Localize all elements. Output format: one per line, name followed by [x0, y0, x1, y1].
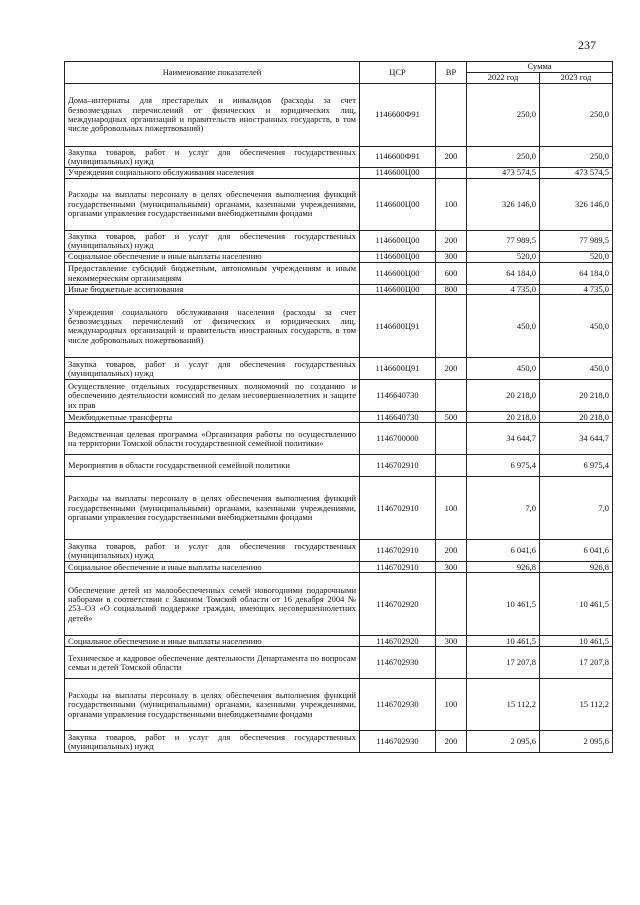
row-name: Расходы на выплаты персоналу в целях обеспечения выполнения функций государственными (муниципальными) органами, казенными учреждениями, органами управления государственными внебюджетными фондами [65, 679, 360, 731]
row-name: Осуществление отдельных государственных полномочий по созданию и обеспечению деятельности комиссий по делам несовершеннолетних и защите их прав [65, 380, 360, 412]
row-name: Закупка товаров, работ и услуг для обеспечения государственных (муниципальных) нужд [65, 731, 360, 753]
row-value-2023: 7,0 [540, 477, 613, 540]
table-row [65, 285, 613, 295]
row-value-2022: 34 644,7 [467, 423, 540, 455]
row-vr: 300 [436, 562, 467, 573]
row-csr: 1146702930 [360, 679, 436, 731]
row-csr: 1146702930 [360, 731, 436, 753]
row-value-2023: 520,0 [540, 252, 613, 263]
budget-table [64, 61, 613, 753]
table-row [65, 573, 613, 636]
row-csr: 1146600Ц91 [360, 358, 436, 380]
row-vr: 600 [436, 263, 467, 285]
row-value-2023: 15 112,2 [540, 679, 613, 731]
table-row [65, 540, 613, 562]
row-vr: 500 [436, 412, 467, 423]
row-value-2022: 17 207,8 [467, 647, 540, 679]
row-csr: 1146700000 [360, 423, 436, 455]
row-value-2023: 450,0 [540, 358, 613, 380]
row-csr: 1146702920 [360, 573, 436, 636]
row-csr: 1146702910 [360, 477, 436, 540]
header-year-2022: 2022 год [467, 73, 540, 84]
row-vr: 100 [436, 179, 467, 231]
row-name: Иные бюджетные ассигнования [65, 285, 360, 295]
row-value-2023: 250,0 [540, 147, 613, 168]
row-value-2022: 7,0 [467, 477, 540, 540]
row-value-2022: 2 095,6 [467, 731, 540, 753]
table-row [65, 358, 613, 380]
row-csr: 1146600Ц00 [360, 285, 436, 295]
table-row [65, 731, 613, 753]
row-value-2023: 4 735,0 [540, 285, 613, 295]
table-row [65, 84, 613, 147]
row-vr: 200 [436, 147, 467, 168]
table-row [65, 380, 613, 412]
row-csr: 1146702930 [360, 647, 436, 679]
row-name: Техническое и кадровое обеспечение деятельности Департамента по вопросам семьи и детей Томской области [65, 647, 360, 679]
row-csr: 1146600Ц00 [360, 168, 436, 179]
row-value-2023: 10 461,5 [540, 636, 613, 647]
row-csr: 1146600Ц91 [360, 295, 436, 358]
row-value-2023: 20 218,0 [540, 412, 613, 423]
row-csr: 1146600Ц00 [360, 263, 436, 285]
row-value-2023: 77 989,5 [540, 231, 613, 252]
row-vr: 200 [436, 731, 467, 753]
row-value-2023: 250,0 [540, 84, 613, 147]
row-vr: 200 [436, 540, 467, 562]
header-csr: ЦСР [360, 62, 436, 84]
row-csr: 1146600Ц00 [360, 252, 436, 263]
row-csr: 1146600Ф91 [360, 84, 436, 147]
table-row [65, 455, 613, 477]
table-row [65, 636, 613, 647]
row-name: Предоставление субсидий бюджетным, автономным учреждениям и иным некоммерческим организациям [65, 263, 360, 285]
header-year-2023: 2023 год [540, 73, 613, 84]
row-value-2022: 77 989,5 [467, 231, 540, 252]
row-value-2022: 4 735,0 [467, 285, 540, 295]
row-value-2023: 6 975,4 [540, 455, 613, 477]
row-value-2023: 20 218,0 [540, 380, 613, 412]
table-row [65, 295, 613, 358]
row-name: Обеспечение детей из малообеспеченных семей новогодними подарочными наборами в соответствии с Законом Томской области от 16 декабря 2004 № 253–ОЗ «О социальной поддержке граждан, имеющих несовершеннолетних детей» [65, 573, 360, 636]
row-name: Социальное обеспечение и иные выплаты населению [65, 636, 360, 647]
row-value-2022: 250,0 [467, 84, 540, 147]
row-value-2022: 926,8 [467, 562, 540, 573]
table-row [65, 263, 613, 285]
row-value-2022: 15 112,2 [467, 679, 540, 731]
row-vr [436, 168, 467, 179]
table-row [65, 179, 613, 231]
row-name: Расходы на выплаты персоналу в целях обеспечения выполнения функций государственными (муниципальными) органами, казенными учреждениями, органами управления государственными внебюджетными фондами [65, 477, 360, 540]
row-vr [436, 84, 467, 147]
row-csr: 1146640730 [360, 380, 436, 412]
row-value-2022: 20 218,0 [467, 380, 540, 412]
header-sum: Сумма [467, 62, 613, 73]
row-value-2022: 6 041,6 [467, 540, 540, 562]
row-name: Дома–интернаты для престарелых и инвалидов (расходы за счет безвозмездных перечислений от физических и юридических лиц, международных организаций и правительств иностранных государств, в том числе добровольных пожертвований) [65, 84, 360, 147]
row-name: Учреждения социального обслуживания населения (расходы за счет безвозмездных перечислений от физических и юридических лиц, международных организаций и правительств иностранных государств, в том числе добровольных пожертвований) [65, 295, 360, 358]
row-value-2023: 6 041,6 [540, 540, 613, 562]
row-name: Социальное обеспечение и иные выплаты населению [65, 252, 360, 263]
row-vr: 300 [436, 636, 467, 647]
row-name: Социальное обеспечение и иные выплаты населению [65, 562, 360, 573]
table-row [65, 679, 613, 731]
row-csr: 1146702910 [360, 455, 436, 477]
row-value-2023: 473 574,5 [540, 168, 613, 179]
table-row [65, 147, 613, 168]
row-name: Расходы на выплаты персоналу в целях обеспечения выполнения функций государственными (муниципальными) органами, казенными учреждениями, органами управления государственными внебюджетными фондами [65, 179, 360, 231]
row-value-2022: 520,0 [467, 252, 540, 263]
row-value-2022: 10 461,5 [467, 573, 540, 636]
row-csr: 1146702910 [360, 540, 436, 562]
row-value-2022: 326 146,0 [467, 179, 540, 231]
row-name: Закупка товаров, работ и услуг для обеспечения государственных (муниципальных) нужд [65, 231, 360, 252]
row-value-2023: 10 461,5 [540, 573, 613, 636]
row-value-2022: 10 461,5 [467, 636, 540, 647]
table-row [65, 477, 613, 540]
row-csr: 1146600Ф91 [360, 147, 436, 168]
row-value-2022: 250,0 [467, 147, 540, 168]
header-vr: ВР [436, 62, 467, 84]
row-value-2022: 20 218,0 [467, 412, 540, 423]
row-value-2022: 450,0 [467, 358, 540, 380]
row-value-2023: 17 207,8 [540, 647, 613, 679]
row-value-2022: 64 184,0 [467, 263, 540, 285]
row-value-2022: 473 574,5 [467, 168, 540, 179]
row-vr [436, 423, 467, 455]
row-vr [436, 647, 467, 679]
table-row [65, 423, 613, 455]
row-csr: 1146640730 [360, 412, 436, 423]
row-name: Межбюджетные трансферты [65, 412, 360, 423]
table-row [65, 168, 613, 179]
row-name: Мероприятия в области государственной семейной политики [65, 455, 360, 477]
row-csr: 1146600Ц00 [360, 179, 436, 231]
table-row [65, 412, 613, 423]
header-name: Наименование показателей [65, 62, 360, 84]
row-vr: 100 [436, 679, 467, 731]
row-csr: 1146702910 [360, 562, 436, 573]
row-vr: 200 [436, 231, 467, 252]
row-value-2022: 6 975,4 [467, 455, 540, 477]
row-name: Закупка товаров, работ и услуг для обеспечения государственных (муниципальных) нужд [65, 540, 360, 562]
table-row [65, 231, 613, 252]
row-csr: 1146600Ц00 [360, 231, 436, 252]
row-csr: 1146702920 [360, 636, 436, 647]
table-row [65, 252, 613, 263]
row-vr [436, 295, 467, 358]
row-vr [436, 380, 467, 412]
row-value-2023: 926,8 [540, 562, 613, 573]
row-name: Учреждения социального обслуживания населения [65, 168, 360, 179]
table-row [65, 562, 613, 573]
row-value-2023: 64 184,0 [540, 263, 613, 285]
row-name: Закупка товаров, работ и услуг для обеспечения государственных (муниципальных) нужд [65, 147, 360, 168]
row-vr: 100 [436, 477, 467, 540]
page-number: 237 [578, 38, 596, 52]
row-vr: 300 [436, 252, 467, 263]
row-vr: 200 [436, 358, 467, 380]
row-vr: 800 [436, 285, 467, 295]
row-value-2023: 326 146,0 [540, 179, 613, 231]
row-vr [436, 455, 467, 477]
row-name: Ведомственная целевая программа «Организация работы по осуществлению на территории Томской области государственной семейной политики» [65, 423, 360, 455]
row-value-2023: 34 644,7 [540, 423, 613, 455]
row-value-2023: 2 095,6 [540, 731, 613, 753]
row-vr [436, 573, 467, 636]
row-value-2023: 450,0 [540, 295, 613, 358]
row-value-2022: 450,0 [467, 295, 540, 358]
row-name: Закупка товаров, работ и услуг для обеспечения государственных (муниципальных) нужд [65, 358, 360, 380]
table-row [65, 647, 613, 679]
